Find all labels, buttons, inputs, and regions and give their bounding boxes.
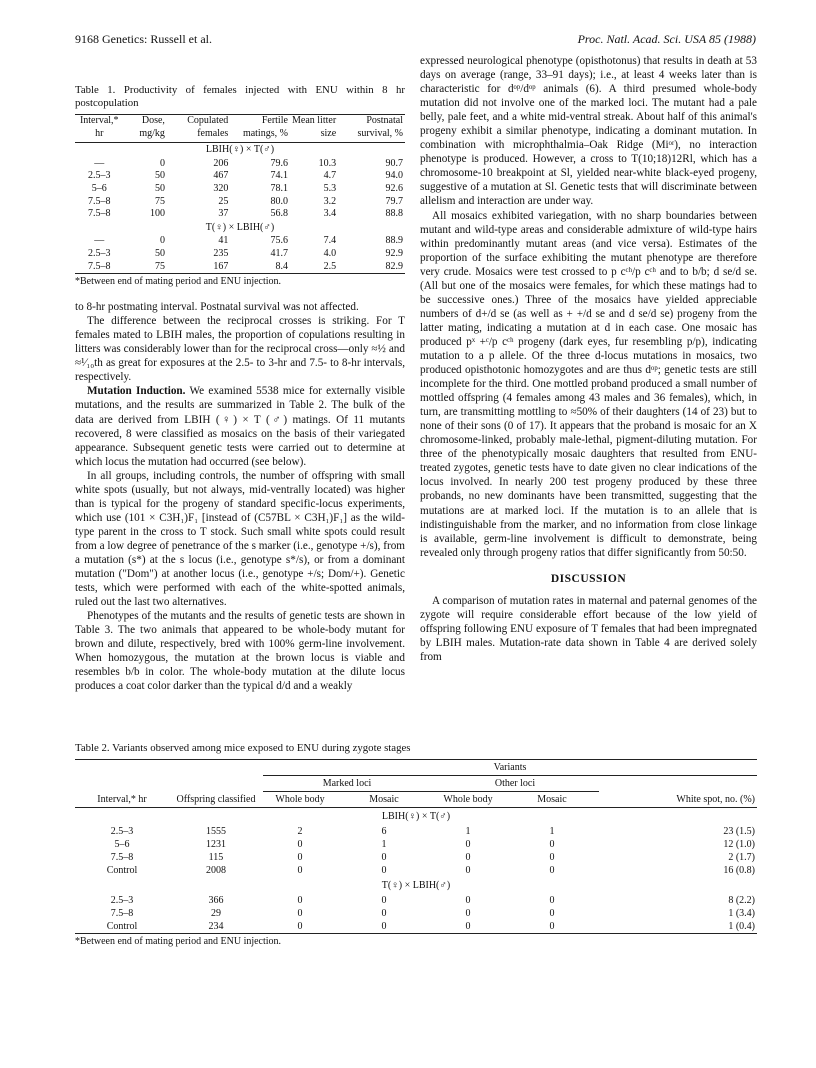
table-cell: 0 bbox=[549, 852, 555, 863]
table-cell: 50 bbox=[154, 170, 165, 182]
table-cell: 5–6 bbox=[91, 182, 107, 194]
body-paragraph: The difference between the reciprocal crosses is striking. For T females mated to LBIH males, the proportion of copulations resulting in litters was considerably lower than for the reciprocal cross—only ≈½ and ≈¹⁄₁₀th as great for exposures at the 2.5- to 3-hr and 7.5- to 8-hr intervals, respectively. bbox=[75, 315, 405, 384]
table-row bbox=[75, 196, 405, 209]
table-cell: 100 bbox=[149, 208, 165, 220]
table-cell: 0 bbox=[549, 865, 555, 876]
body-paragraph: A comparison of mutation rates in maternal and paternal genomes of the zygote will require considerable effort because of the low yield of offspring following ENU exposure of T females that had been impregnated by LBIH males. Mutation-rate data shown in Table 4 are derived solely from bbox=[420, 594, 757, 663]
table-cell: 50 bbox=[154, 247, 165, 259]
table-row bbox=[75, 851, 757, 864]
table-cell: 10.3 bbox=[318, 157, 337, 169]
table2-footnote: *Between end of mating period and ENU injection. bbox=[75, 936, 282, 947]
table-cell: 74.1 bbox=[270, 170, 288, 182]
body-paragraph: Phenotypes of the mutants and the results of genetic tests are shown in Table 3. The two animals that appeared to be whole-body mutant for brown and dilute, respectively, bred with 100% germ-line involvement. When homozygous, the mutation at the brown locus is viable and resembles b/b in color. The whole-body mutation at the dilute locus produces a coat color darker than the typical d/d and a weakly bbox=[75, 610, 405, 693]
table-cell: 7.5–8 bbox=[87, 208, 111, 220]
table-cell: 79.6 bbox=[270, 157, 288, 169]
table1-header: Mean litter size bbox=[292, 115, 337, 139]
table-row bbox=[75, 825, 757, 838]
table-cell: 115 bbox=[208, 852, 224, 863]
left-column bbox=[75, 84, 405, 693]
table-cell: 50 bbox=[154, 182, 165, 194]
table-cell: 2.5–3 bbox=[110, 895, 134, 906]
table-cell: 0 bbox=[381, 908, 387, 919]
body-paragraph: In all groups, including controls, the number of offspring with small white spots (usually, but not always, mid-ventrally located) was higher than is typical for the progeny of standard specific-locus experiments, which use (101 × C3H₁)F₁ [instead of (C57BL × C3H₁)F₁] as the wild-type parent in the cross to T stock. Such small white spots could result from a low degree of penetrance of the s marker (i.e., genotype +/s), from a mutation (s*) at the s locus (i.e., genotype s*/s), or from a dominant mutation ("Dom") at another locus (i.e., genotype +/s; Dom/+). Genetic tests, which were performed with each of the white-spotted animals, ruled out the last two alternatives. bbox=[75, 469, 405, 609]
table-cell: 92.9 bbox=[385, 247, 403, 259]
table-cell: 0 bbox=[381, 852, 387, 863]
table-cell: 75 bbox=[154, 260, 165, 272]
table-cell: 92.6 bbox=[385, 182, 403, 194]
table1-header: Copulated females bbox=[187, 115, 229, 139]
table-cell: 0 bbox=[465, 852, 471, 863]
table-cell: 0 bbox=[297, 852, 303, 863]
paragraph-text: We examined 5538 mice for externally visible mutations, and the results are summarized in Table 2. The bulk of the data are derived from LBIH (♀) × T (♂) matings. Of 11 mutants recovered, 8 were classified as mosaics on the basis of their variegated appearance. Subsequent genetic tests were carried out to determine at which locus the mutation had occurred (see below). bbox=[75, 385, 405, 468]
table-cell: 16 (0.8) bbox=[723, 865, 755, 876]
body-paragraph: All mosaics exhibited variegation, with no sharp boundaries between mutant and wild-type areas and considerable admixture of wild-type hairs within predominantly mutant areas (and vice versa). Estimates of the proportion of the surface exhibiting the mutant phenotype are therefore very crude. Mosaics were test crossed to p cᶜʰ/p cᶜʰ and to b/b; d se/d se. (All but one of the mosaics were females, for which these matings had to be successive ones.) Three of the mosaics have yielded appreciable numbers of d+/d se (as well as + +/d se and d se/d se) progeny from the latter mating, indicating a mutation at d in each case. One mosaic has produced pˣ +ᶜ/p cᶜʰ progeny (dark eyes, fur resembling p/p), indicating mutation to a p allele. Of the three d-locus mutations in mosaics, two produced opisthotonic homozygotes and are thus dᵒᵖ; genetic tests are still incomplete for the third. One mottled proband produced a small number of mottled offspring (4 females among 43 males and 36 females), which, in turn, are transmitting mottling to ≈50% of their daughters (14 of 23) but to none of their sons (0 of 17). It appears that the proband is mosaic for an X chromosome-linked, probably male-lethal, pigment-diluting mutation. For three of the phenotypically mosaic daughters that resulted from ENU-treated zygotes, genetic tests have to date given no clear indications of the locus involved. In nearly 200 test progeny produced by these three probands, no new dominants have been transmitted, suggesting that the mutations are at marked loci. If the mutation is to an allele that is indistinguishable from the marker, and no information from close linkage is available, germ-line involvement is difficult to demonstrate, being revealed only through progeny ratios that differ significantly from 50:50. bbox=[420, 209, 757, 559]
table-row bbox=[75, 907, 757, 920]
table-cell: 2.5 bbox=[323, 260, 337, 272]
table-cell: 0 bbox=[465, 921, 471, 932]
table2-header: White spot, no. (%) bbox=[676, 794, 755, 805]
table-cell: 4.7 bbox=[323, 170, 337, 182]
table-cell: 25 bbox=[218, 195, 229, 207]
table-cell: 1 (0.4) bbox=[728, 921, 755, 932]
table-cell: Control bbox=[106, 921, 138, 932]
table-row bbox=[75, 183, 405, 196]
table-cell: 23 (1.5) bbox=[723, 826, 755, 837]
body-paragraph: expressed neurological phenotype (opisthotonus) that results in death at 53 days on average (range, 33–91 days); i.e., at least 4 weeks later than is characteristic for dᵒᵖ/dᵒᵖ animals (6). A third presumed whole-body mutation did not involve one of the marked loci. The mutant had a pale belly, pale feet, and a white mid-ventral streak. About half of this animal's progeny exhibit a similar phenotype, indicating a dominant mutation. In combination with microphthalmia–Oak Ridge (Miᵒʳ), no interaction phenotype is produced. However, a cross to T(10;18)12Rl, which has a chromosome-10 breakpoint at Sl, yielded near-white black-eyed progeny, suggestive of a mutation at Sl. Genetic tests that will discriminate between allelism and interaction are under way. bbox=[420, 55, 757, 208]
table-cell: 1 bbox=[381, 839, 387, 850]
table-cell: 5.3 bbox=[323, 182, 337, 194]
table-cell: 235 bbox=[213, 247, 229, 259]
table-cell: 82.9 bbox=[385, 260, 403, 272]
table2-header: Other loci bbox=[431, 776, 599, 792]
section-run-in-heading: Mutation Induction. bbox=[87, 385, 186, 398]
table-cell: — bbox=[94, 157, 105, 169]
table1-group-label: T(♀) × LBIH(♂) bbox=[205, 221, 275, 233]
table-cell: 0 bbox=[549, 921, 555, 932]
running-header-left: 9168 Genetics: Russell et al. bbox=[75, 32, 212, 46]
table-cell: 90.7 bbox=[385, 157, 403, 169]
table2-caption: Table 2. Variants observed among mice exposed to ENU during zygote stages bbox=[75, 742, 411, 754]
table-cell: 0 bbox=[297, 839, 303, 850]
table-cell: 0 bbox=[465, 839, 471, 850]
table-cell: 94.0 bbox=[385, 170, 403, 182]
table-cell: 366 bbox=[208, 895, 224, 906]
table-cell: 206 bbox=[213, 157, 229, 169]
table-row bbox=[75, 158, 405, 171]
table-cell: 0 bbox=[159, 157, 165, 169]
table2-header: Interval,* hr bbox=[97, 794, 147, 805]
table-cell: 3.2 bbox=[323, 195, 337, 207]
table1-group-label: LBIH(♀) × T(♂) bbox=[205, 144, 275, 156]
table2-header: Whole body bbox=[275, 794, 325, 805]
table1-header: Interval,* hr bbox=[79, 115, 119, 139]
table-row bbox=[75, 894, 757, 907]
table1-header: Fertile matings, % bbox=[242, 115, 288, 139]
table-cell: 0 bbox=[297, 895, 303, 906]
table-cell: — bbox=[94, 235, 105, 247]
table2-header: Mosaic bbox=[369, 794, 399, 805]
right-column bbox=[420, 54, 757, 664]
table-cell: 79.7 bbox=[385, 195, 403, 207]
table-cell: 75 bbox=[154, 195, 165, 207]
section-heading: DISCUSSION bbox=[550, 572, 627, 585]
table-cell: 8 (2.2) bbox=[728, 895, 755, 906]
table-cell: 1555 bbox=[206, 826, 226, 837]
table-cell: 2008 bbox=[206, 865, 226, 876]
table-cell: 1231 bbox=[206, 839, 226, 850]
table-cell: 3.4 bbox=[323, 208, 337, 220]
table-cell: 0 bbox=[159, 235, 165, 247]
table-cell: 2.5–3 bbox=[87, 170, 111, 182]
table-cell: 1 bbox=[549, 826, 555, 837]
table-cell: 29 bbox=[211, 908, 221, 919]
table-row bbox=[75, 838, 757, 851]
table-cell: 234 bbox=[208, 921, 224, 932]
table-cell: 41 bbox=[218, 235, 229, 247]
table2-header: Marked loci bbox=[263, 776, 431, 792]
table1-footnote: *Between end of mating period and ENU injection. bbox=[75, 276, 282, 288]
table-cell: 320 bbox=[213, 182, 229, 194]
table-cell: 1 bbox=[465, 826, 471, 837]
table-cell: 2 (1.7) bbox=[728, 852, 755, 863]
table-cell: 0 bbox=[465, 865, 471, 876]
table-cell: 2 bbox=[297, 826, 303, 837]
table-cell: 0 bbox=[297, 921, 303, 932]
table1-header: Postnatal survival, % bbox=[357, 115, 403, 139]
table2-header-spacer bbox=[599, 776, 757, 792]
table1-header: Dose, mg/kg bbox=[139, 115, 165, 139]
table-cell: 7.5–8 bbox=[110, 852, 134, 863]
table-cell: 4.0 bbox=[323, 247, 337, 259]
table2-group-label: LBIH(♀) × T(♂) bbox=[381, 811, 451, 822]
table2-group-label: T(♀) × LBIH(♂) bbox=[381, 880, 451, 891]
table-cell: 75.6 bbox=[270, 235, 288, 247]
table2-header: Offspring classified bbox=[176, 794, 256, 805]
table-cell: 7.5–8 bbox=[87, 195, 111, 207]
table2-header: Whole body bbox=[443, 794, 493, 805]
table-cell: 0 bbox=[465, 895, 471, 906]
table-cell: 8.4 bbox=[275, 260, 288, 272]
table-cell: 78.1 bbox=[270, 182, 288, 194]
table2-header: Mosaic bbox=[537, 794, 567, 805]
table-cell: 0 bbox=[549, 895, 555, 906]
table-cell: 6 bbox=[381, 826, 387, 837]
table-row bbox=[75, 208, 405, 221]
table-cell: 0 bbox=[381, 921, 387, 932]
table-cell: 80.0 bbox=[270, 195, 288, 207]
table2-header: Variants bbox=[263, 760, 757, 776]
table-cell: 12 (1.0) bbox=[723, 839, 755, 850]
table-cell: 5–6 bbox=[114, 839, 130, 850]
table1 bbox=[75, 114, 405, 274]
table-cell: 7.5–8 bbox=[110, 908, 134, 919]
table1-caption: Table 1. Productivity of females injected with ENU within 8 hr postcopulation bbox=[75, 84, 405, 109]
table-row bbox=[75, 864, 757, 877]
table-cell: 56.8 bbox=[270, 208, 288, 220]
table-cell: 7.5–8 bbox=[87, 260, 111, 272]
body-paragraph bbox=[75, 384, 405, 468]
table-cell: 0 bbox=[381, 895, 387, 906]
table-row bbox=[75, 235, 405, 248]
table-cell: 0 bbox=[549, 839, 555, 850]
table-cell: 0 bbox=[297, 908, 303, 919]
table-cell: 88.8 bbox=[385, 208, 403, 220]
table-cell: 2.5–3 bbox=[87, 247, 111, 259]
table2-block bbox=[75, 742, 757, 948]
table-cell: 1 (3.4) bbox=[728, 908, 755, 919]
table-cell: 0 bbox=[381, 865, 387, 876]
table-row bbox=[75, 170, 405, 183]
table-row bbox=[75, 248, 405, 261]
table-cell: 7.4 bbox=[323, 235, 337, 247]
body-paragraph: to 8-hr postmating interval. Postnatal survival was not affected. bbox=[75, 301, 359, 314]
table-cell: 37 bbox=[218, 208, 229, 220]
table-cell: 0 bbox=[549, 908, 555, 919]
table-cell: 41.7 bbox=[270, 247, 288, 259]
table-cell: 0 bbox=[297, 865, 303, 876]
table-cell: 167 bbox=[213, 260, 229, 272]
table-cell: 2.5–3 bbox=[110, 826, 134, 837]
table-row bbox=[75, 261, 405, 274]
running-header-right: Proc. Natl. Acad. Sci. USA 85 (1988) bbox=[577, 32, 756, 46]
table-cell: Control bbox=[106, 865, 138, 876]
table-cell: 467 bbox=[213, 170, 229, 182]
table-cell: 88.9 bbox=[385, 235, 403, 247]
table2 bbox=[75, 759, 757, 934]
table-cell: 0 bbox=[465, 908, 471, 919]
table-row bbox=[75, 920, 757, 934]
